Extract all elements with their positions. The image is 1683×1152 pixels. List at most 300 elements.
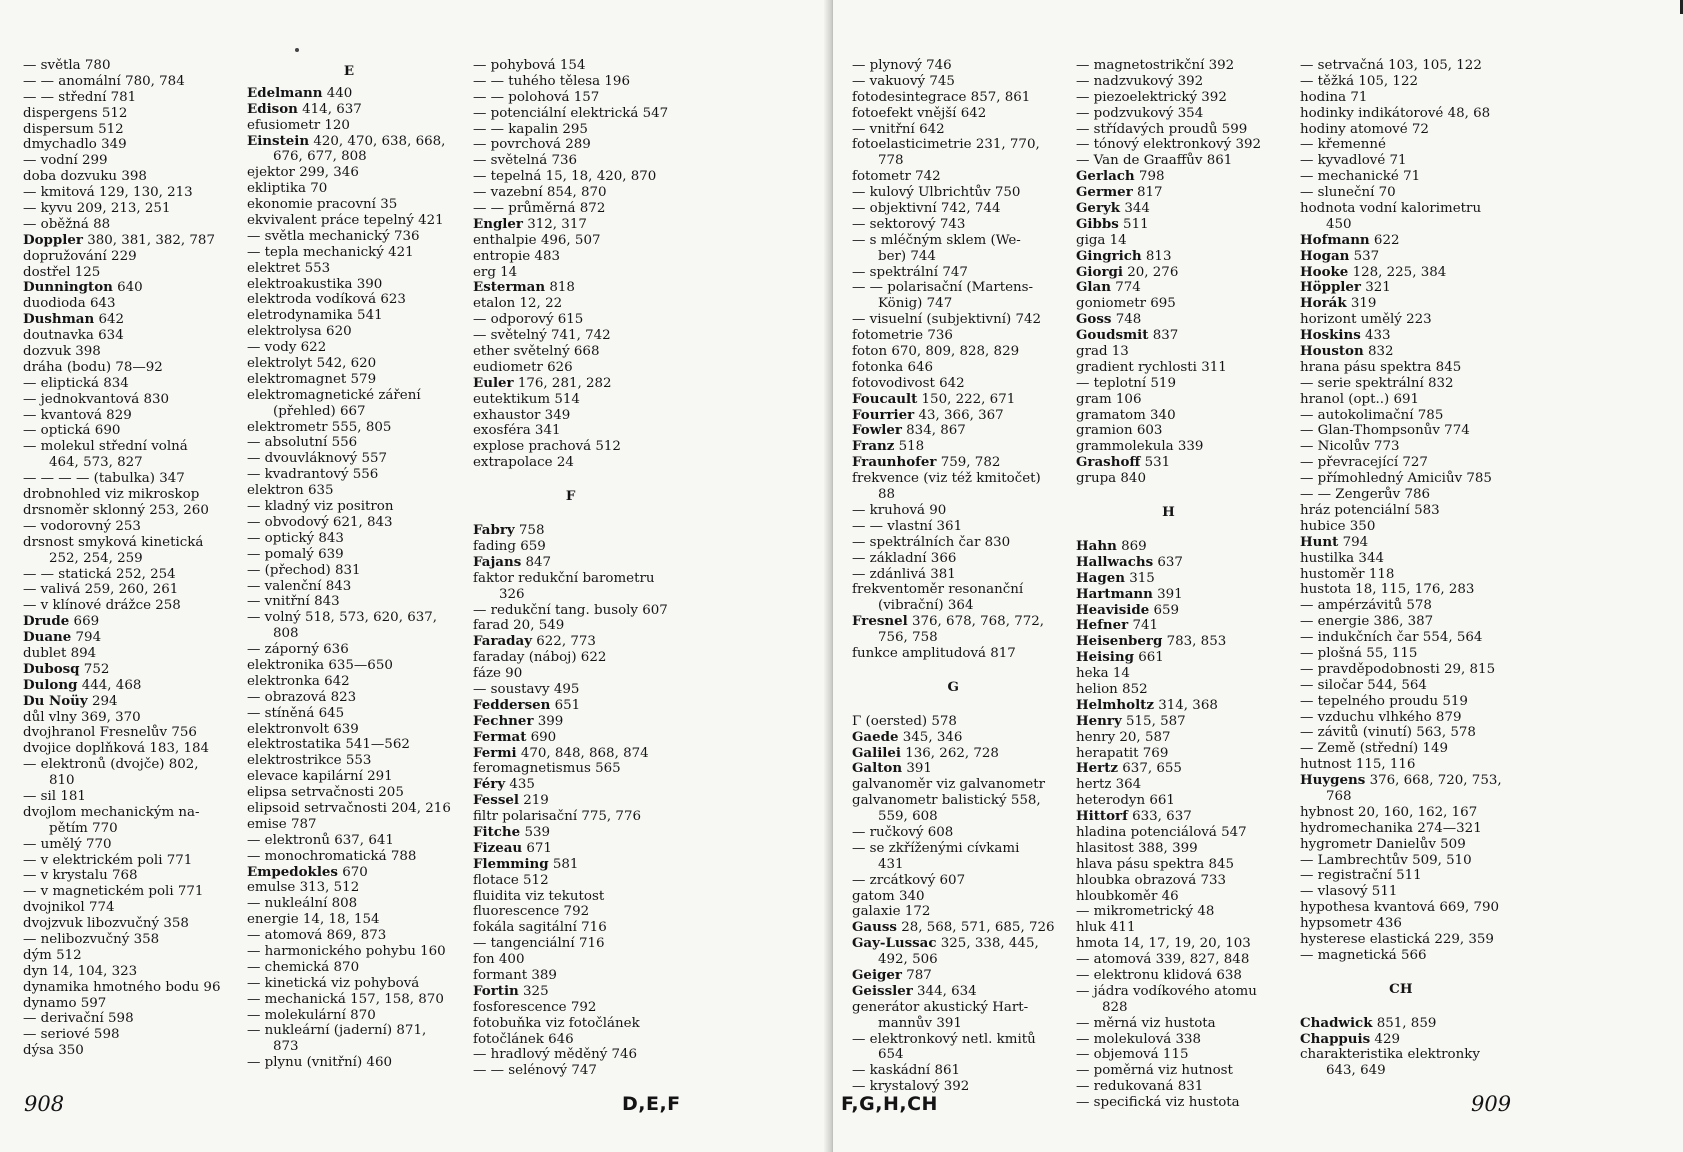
index-entry bbox=[473, 984, 668, 1000]
entry-text: energie 14, 18, 154 bbox=[247, 912, 380, 928]
index-entry bbox=[473, 233, 668, 249]
index-entry bbox=[1076, 682, 1261, 698]
index-entry bbox=[247, 753, 451, 769]
entry-name: Gauss bbox=[852, 919, 897, 936]
entry-text: — — — — (tabulka) 347 bbox=[23, 471, 185, 487]
index-entry-continuation: 252, 254, 259 bbox=[49, 550, 143, 566]
left-page bbox=[0, 0, 830, 1152]
index-entry bbox=[1076, 857, 1261, 873]
entry-name: Heisenberg bbox=[1076, 633, 1163, 650]
index-entry bbox=[23, 74, 220, 90]
index-entry bbox=[1076, 1095, 1261, 1111]
index-entry bbox=[473, 777, 668, 793]
entry-text: — kladný viz positron bbox=[247, 499, 394, 515]
entry-text: 741 bbox=[1128, 618, 1159, 634]
index-entry bbox=[1076, 344, 1261, 360]
entry-text: 325 bbox=[518, 983, 549, 999]
entry-text: — kmitová 129, 130, 213 bbox=[23, 185, 193, 201]
entry-name: Fraunhofer bbox=[852, 454, 937, 471]
index-entry bbox=[1076, 280, 1261, 296]
entry-text: — optický 843 bbox=[247, 530, 344, 546]
index-entry bbox=[1300, 773, 1502, 789]
index-entry bbox=[23, 519, 220, 535]
index-entry bbox=[1076, 1016, 1261, 1032]
index-entry bbox=[1076, 217, 1261, 233]
entry-text: — vzduchu vlhkého 879 bbox=[1300, 709, 1462, 725]
index-entry bbox=[23, 678, 220, 694]
spacer bbox=[473, 471, 668, 483]
index-entry bbox=[1076, 90, 1261, 106]
index-entry bbox=[23, 217, 220, 233]
index-entry bbox=[1300, 153, 1502, 169]
index-entry bbox=[473, 312, 668, 328]
entry-text: 637, 655 bbox=[1118, 761, 1182, 777]
entry-text: — specifická viz hustota bbox=[1076, 1095, 1240, 1111]
entry-name: Hofmann bbox=[1300, 231, 1370, 248]
index-entry bbox=[852, 185, 1055, 201]
entry-text: — harmonického pohybu 160 bbox=[247, 943, 446, 959]
entry-text: heka 14 bbox=[1076, 666, 1130, 682]
index-entry bbox=[852, 376, 1055, 392]
index-entry bbox=[1300, 122, 1502, 138]
index-entry bbox=[473, 825, 668, 841]
index-entry bbox=[23, 582, 220, 598]
entry-name: Goss bbox=[1076, 311, 1112, 328]
index-entry bbox=[1300, 201, 1502, 217]
entry-text: dynamika hmotného bodu 96 bbox=[23, 979, 221, 995]
entry-name: Foucault bbox=[852, 390, 918, 407]
index-column bbox=[247, 58, 451, 1071]
entry-text: hutnost 115, 116 bbox=[1300, 757, 1416, 773]
entry-text: dublet 894 bbox=[23, 645, 97, 661]
entry-name: Franz bbox=[852, 438, 895, 455]
index-entry bbox=[852, 169, 1055, 185]
entry-text: drsnoměr sklonný 253, 260 bbox=[23, 502, 209, 518]
entry-name: Drude bbox=[23, 613, 70, 630]
entry-text: — pohybová 154 bbox=[473, 58, 586, 73]
entry-text: — elektronkový netl. kmitů bbox=[852, 1031, 1036, 1047]
index-entry bbox=[247, 579, 451, 595]
entry-text: gradient rychlosti 311 bbox=[1076, 359, 1227, 375]
entry-name: Fortin bbox=[473, 982, 519, 999]
entry-text: — kaskádní 861 bbox=[852, 1063, 961, 1079]
entry-text: ekonomie pracovní 35 bbox=[247, 197, 398, 213]
index-entry bbox=[473, 280, 668, 296]
index-entry bbox=[1076, 265, 1261, 281]
index-entry bbox=[1076, 1079, 1261, 1095]
entry-text: — — průměrná 872 bbox=[473, 201, 606, 217]
entry-name: Chadwick bbox=[1300, 1014, 1373, 1031]
index-entry bbox=[247, 229, 451, 245]
entry-name: Horák bbox=[1300, 295, 1347, 312]
index-entry bbox=[1076, 106, 1261, 122]
entry-text: 515, 587 bbox=[1121, 713, 1186, 729]
index-entry bbox=[1076, 185, 1261, 201]
index-entry bbox=[23, 408, 220, 424]
entry-name: Helmholtz bbox=[1076, 696, 1154, 713]
index-entry bbox=[1300, 551, 1502, 567]
entry-name: Engler bbox=[473, 215, 523, 232]
entry-text: — kinetická viz pohybová bbox=[247, 975, 420, 991]
index-entry bbox=[852, 793, 1055, 809]
index-entry bbox=[247, 515, 451, 531]
entry-text: ether světelný 668 bbox=[473, 344, 600, 360]
index-entry bbox=[23, 233, 220, 249]
entry-text: dozvuk 398 bbox=[23, 344, 101, 360]
index-entry bbox=[473, 344, 668, 360]
entry-text: 537 bbox=[1349, 248, 1380, 264]
index-entry bbox=[1076, 746, 1261, 762]
entry-name: Fourrier bbox=[852, 406, 915, 423]
index-entry bbox=[473, 555, 668, 571]
entry-text: — Země (střední) 149 bbox=[1300, 741, 1449, 757]
entry-text: — v elektrickém poli 771 bbox=[23, 852, 193, 868]
section-marker: F,G,H,CH bbox=[841, 1093, 938, 1115]
entry-text: — molekulární 870 bbox=[247, 1007, 376, 1023]
entry-text: fon 400 bbox=[473, 952, 525, 968]
entry-name: Galton bbox=[852, 760, 903, 777]
entry-text: 651 bbox=[550, 697, 581, 713]
index-entry bbox=[247, 737, 451, 753]
entry-text: galaxie 172 bbox=[852, 904, 931, 920]
index-entry bbox=[23, 996, 220, 1012]
index-entry bbox=[23, 630, 220, 646]
entry-text: — redukční tang. busoly 607 bbox=[473, 602, 668, 618]
entry-text: fotobuňka viz fotočlánek bbox=[473, 1015, 640, 1031]
entry-name: Gingrich bbox=[1076, 247, 1142, 264]
entry-text: ekliptika 70 bbox=[247, 181, 328, 197]
entry-text: — derivační 598 bbox=[23, 1011, 134, 1027]
entry-text: fokála sagitální 716 bbox=[473, 920, 607, 936]
index-entry bbox=[473, 809, 668, 825]
index-entry bbox=[852, 265, 1055, 281]
entry-name: Flemming bbox=[473, 855, 549, 872]
index-entry bbox=[1300, 455, 1502, 471]
entry-text: — kyvadlové 71 bbox=[1300, 153, 1407, 169]
entry-text: — redukovaná 831 bbox=[1076, 1079, 1204, 1095]
index-entry bbox=[852, 582, 1055, 598]
index-entry bbox=[23, 948, 220, 964]
entry-name: Du Noüy bbox=[23, 692, 88, 709]
entry-text: 659 bbox=[1149, 602, 1180, 618]
entry-text: frekvence (viz též kmitočet) bbox=[852, 471, 1041, 487]
index-entry bbox=[247, 277, 451, 293]
entry-text: 851, 859 bbox=[1372, 1015, 1437, 1031]
entry-name: Fermat bbox=[473, 728, 527, 745]
index-entry bbox=[247, 658, 451, 674]
entry-name: Dushman bbox=[23, 311, 95, 328]
entry-text: hrana pásu spektra 845 bbox=[1300, 359, 1462, 375]
entry-text: 128, 225, 384 bbox=[1348, 264, 1447, 280]
index-entry bbox=[23, 884, 220, 900]
entry-name: Fessel bbox=[473, 792, 519, 809]
index-entry bbox=[1300, 471, 1502, 487]
entry-text: hustilka 344 bbox=[1300, 550, 1384, 566]
index-entry bbox=[1300, 678, 1502, 694]
entry-text: dvojice doplňková 183, 184 bbox=[23, 741, 210, 757]
index-entry bbox=[852, 328, 1055, 344]
entry-text: gatom 340 bbox=[852, 888, 925, 904]
entry-text: — Van de Graaffův 861 bbox=[1076, 153, 1233, 169]
entry-text: — elektronu klidová 638 bbox=[1076, 967, 1242, 983]
entry-text: 511 bbox=[1118, 216, 1149, 232]
entry-text: 414, 637 bbox=[297, 101, 362, 117]
index-entry bbox=[1076, 122, 1261, 138]
index-entry bbox=[1300, 662, 1502, 678]
entry-text: galvanometr balistický 558, bbox=[852, 793, 1041, 809]
entry-text: — vodorovný 253 bbox=[23, 518, 141, 534]
index-entry bbox=[473, 408, 668, 424]
entry-text: 640 bbox=[112, 280, 143, 296]
entry-text: fotonka 646 bbox=[852, 359, 933, 375]
index-entry-continuation: ber) 744 bbox=[878, 248, 936, 264]
entry-text: gramion 603 bbox=[1076, 423, 1163, 439]
index-entry bbox=[1300, 900, 1502, 916]
index-entry bbox=[23, 439, 220, 455]
index-entry bbox=[23, 710, 220, 726]
entry-text: — vnitřní 642 bbox=[852, 121, 945, 137]
index-entry bbox=[1076, 1032, 1261, 1048]
index-entry bbox=[473, 936, 668, 952]
entry-text: hodnota vodní kalorimetru bbox=[1300, 201, 1482, 217]
entry-text: etalon 12, 22 bbox=[473, 296, 563, 312]
entry-text: fading 659 bbox=[473, 538, 546, 554]
entry-text: — sluneční 70 bbox=[1300, 185, 1396, 201]
index-entry bbox=[473, 74, 668, 90]
entry-text: exhaustor 349 bbox=[473, 407, 571, 423]
entry-text: 539 bbox=[520, 824, 551, 840]
index-entry bbox=[1076, 603, 1261, 619]
index-entry bbox=[247, 1023, 451, 1039]
entry-text: fluidita viz tekutost bbox=[473, 888, 605, 904]
index-entry bbox=[247, 722, 451, 738]
entry-text: faktor redukční barometru bbox=[473, 570, 655, 586]
index-entry-continuation: 492, 506 bbox=[878, 952, 938, 968]
entry-text: — světla mechanický 736 bbox=[247, 228, 420, 244]
index-entry bbox=[852, 873, 1055, 889]
entry-text: 470, 848, 868, 874 bbox=[516, 745, 649, 761]
index-entry-continuation: 778 bbox=[878, 153, 904, 169]
entry-text: hybnost 20, 160, 162, 167 bbox=[1300, 804, 1478, 820]
index-entry bbox=[247, 563, 451, 579]
entry-name: Esterman bbox=[473, 279, 546, 296]
entry-name: Gay-Lussac bbox=[852, 935, 937, 952]
entry-name: Edelmann bbox=[247, 84, 323, 101]
entry-text: — plynový 746 bbox=[852, 58, 952, 73]
entry-text: — vazební 854, 870 bbox=[473, 185, 607, 201]
index-entry bbox=[247, 880, 451, 896]
index-entry bbox=[1076, 392, 1261, 408]
index-entry bbox=[1076, 761, 1261, 777]
index-entry bbox=[247, 674, 451, 690]
index-entry bbox=[247, 165, 451, 181]
index-entry bbox=[1300, 1032, 1502, 1048]
entry-text: — se zkříženými cívkami bbox=[852, 840, 1020, 856]
index-entry bbox=[473, 889, 668, 905]
index-entry bbox=[23, 741, 220, 757]
index-entry bbox=[247, 817, 451, 833]
entry-text: — světla 780 bbox=[23, 58, 111, 73]
entry-text: elektroakustika 390 bbox=[247, 276, 383, 292]
index-entry-continuation: 768 bbox=[1326, 788, 1352, 804]
entry-text: — s mléčným sklem (We- bbox=[852, 232, 1021, 248]
spacer bbox=[1076, 487, 1261, 499]
index-entry bbox=[247, 690, 451, 706]
entry-text: hranol (opt..) 691 bbox=[1300, 391, 1420, 407]
entry-text: dostřel 125 bbox=[23, 264, 101, 280]
entry-text: 315 bbox=[1124, 570, 1155, 586]
entry-text: důl vlny 369, 370 bbox=[23, 709, 141, 725]
entry-text: — přímohledný Amiciův 785 bbox=[1300, 471, 1492, 487]
entry-name: Höppler bbox=[1300, 279, 1361, 296]
index-entry bbox=[852, 90, 1055, 106]
entry-text: enthalpie 496, 507 bbox=[473, 232, 601, 248]
index-entry bbox=[473, 392, 668, 408]
entry-text: — potenciální elektrická 547 bbox=[473, 105, 669, 121]
index-entry bbox=[23, 757, 220, 773]
entry-text: 440 bbox=[322, 85, 353, 101]
entry-text: — volný 518, 573, 620, 637, bbox=[247, 610, 438, 626]
entry-text: — absolutní 556 bbox=[247, 435, 358, 451]
index-entry bbox=[473, 682, 668, 698]
entry-text: fotoefekt vnější 642 bbox=[852, 105, 987, 121]
entry-name: Fizeau bbox=[473, 839, 523, 856]
index-entry bbox=[23, 900, 220, 916]
index-entry bbox=[23, 853, 220, 869]
entry-text: erg 14 bbox=[473, 264, 518, 280]
index-entry bbox=[852, 984, 1055, 1000]
entry-text: 798 bbox=[1134, 169, 1165, 185]
index-entry bbox=[473, 1063, 668, 1079]
index-entry bbox=[247, 388, 451, 404]
entry-name: Edison bbox=[247, 100, 298, 117]
index-entry bbox=[23, 725, 220, 741]
entry-text: — ampérzávitů 578 bbox=[1300, 598, 1432, 614]
index-entry bbox=[1300, 328, 1502, 344]
index-entry bbox=[247, 118, 451, 134]
index-entry bbox=[23, 1043, 220, 1059]
index-entry bbox=[1300, 169, 1502, 185]
index-entry bbox=[1076, 455, 1261, 471]
index-entry-continuation: 88 bbox=[878, 487, 896, 503]
index-entry bbox=[473, 376, 668, 392]
index-entry bbox=[852, 233, 1055, 249]
index-entry bbox=[23, 916, 220, 932]
entry-name: Gerlach bbox=[1076, 168, 1135, 185]
entry-text: — krystalový 392 bbox=[852, 1079, 970, 1095]
index-entry bbox=[473, 730, 668, 746]
index-entry bbox=[23, 280, 220, 296]
entry-name: Galilei bbox=[852, 744, 901, 761]
entry-text: — nukleální 808 bbox=[247, 896, 358, 912]
index-entry bbox=[23, 487, 220, 503]
index-entry bbox=[473, 58, 668, 74]
entry-name: Fajans bbox=[473, 553, 522, 570]
index-entry bbox=[1076, 137, 1261, 153]
entry-text: 391 bbox=[902, 761, 932, 777]
entry-text: — Nicolův 773 bbox=[1300, 439, 1400, 455]
entry-text: — mikrometrický 48 bbox=[1076, 904, 1215, 920]
entry-text: 622, 773 bbox=[532, 634, 596, 650]
index-entry bbox=[23, 964, 220, 980]
entry-name: Hooke bbox=[1300, 263, 1349, 280]
entry-text: formant 389 bbox=[473, 967, 557, 983]
index-entry bbox=[23, 185, 220, 201]
index-entry-continuation: 643, 649 bbox=[1326, 1063, 1386, 1079]
entry-text: emise 787 bbox=[247, 816, 317, 832]
index-entry bbox=[1300, 614, 1502, 630]
entry-text: fáze 90 bbox=[473, 666, 523, 682]
index-entry bbox=[1300, 932, 1502, 948]
index-entry bbox=[247, 324, 451, 340]
entry-text: 847 bbox=[521, 554, 552, 570]
entry-text: fotočlánek 646 bbox=[473, 1031, 574, 1047]
index-entry bbox=[23, 376, 220, 392]
index-entry bbox=[1300, 853, 1502, 869]
entry-text: — energie 386, 387 bbox=[1300, 614, 1434, 630]
entry-name: Heising bbox=[1076, 649, 1134, 666]
entry-text: — kulový Ulbrichtův 750 bbox=[852, 185, 1021, 201]
entry-text: hydromechanika 274—321 bbox=[1300, 820, 1482, 836]
index-entry bbox=[852, 503, 1055, 519]
entry-text: eutektikum 514 bbox=[473, 391, 580, 407]
index-entry bbox=[1300, 646, 1502, 662]
index-entry bbox=[1300, 868, 1502, 884]
index-entry bbox=[23, 153, 220, 169]
entry-text: 429 bbox=[1370, 1031, 1400, 1047]
entry-text: — valenční 843 bbox=[247, 578, 352, 594]
entry-text: duodioda 643 bbox=[23, 296, 116, 312]
entry-text: 834, 867 bbox=[901, 423, 966, 439]
index-entry bbox=[1076, 423, 1261, 439]
entry-text: — autokolimační 785 bbox=[1300, 407, 1444, 423]
index-entry bbox=[23, 471, 220, 487]
entry-text: elektronvolt 639 bbox=[247, 721, 359, 737]
entry-text: 818 bbox=[545, 280, 575, 296]
entry-text: 642 bbox=[94, 312, 125, 328]
index-entry bbox=[247, 356, 451, 372]
entry-text: elektronka 642 bbox=[247, 673, 350, 689]
entry-text: — obvodový 621, 843 bbox=[247, 514, 393, 530]
entry-text: — povrchová 289 bbox=[473, 137, 591, 153]
index-entry bbox=[1300, 948, 1502, 964]
entry-text: — nukleární (jaderní) 871, bbox=[247, 1023, 427, 1039]
index-entry bbox=[1076, 841, 1261, 857]
index-entry-continuation: 450 bbox=[1326, 216, 1352, 232]
index-entry bbox=[1300, 487, 1502, 503]
entry-text: — serie spektrální 832 bbox=[1300, 375, 1454, 391]
spacer bbox=[1300, 964, 1502, 976]
entry-name: Hefner bbox=[1076, 617, 1129, 634]
index-entry bbox=[247, 261, 451, 277]
index-entry bbox=[1076, 74, 1261, 90]
entry-text: elektrolyt 542, 620 bbox=[247, 356, 377, 372]
entry-name: Empedokles bbox=[247, 863, 338, 880]
index-entry bbox=[1300, 58, 1502, 74]
index-entry bbox=[1300, 265, 1502, 281]
entry-text: henry 20, 587 bbox=[1076, 729, 1171, 745]
entry-name: Grashoff bbox=[1076, 454, 1141, 471]
entry-name: Faraday bbox=[473, 633, 533, 650]
entry-text: dyn 14, 104, 323 bbox=[23, 963, 138, 979]
section-heading: G bbox=[947, 678, 959, 695]
index-entry bbox=[247, 213, 451, 229]
entry-text: — indukčních čar 554, 564 bbox=[1300, 630, 1483, 646]
index-entry bbox=[852, 217, 1055, 233]
index-entry bbox=[852, 280, 1055, 296]
entry-text: hustota 18, 115, 176, 283 bbox=[1300, 582, 1475, 598]
entry-text: — — Zengerův 786 bbox=[1300, 487, 1431, 503]
